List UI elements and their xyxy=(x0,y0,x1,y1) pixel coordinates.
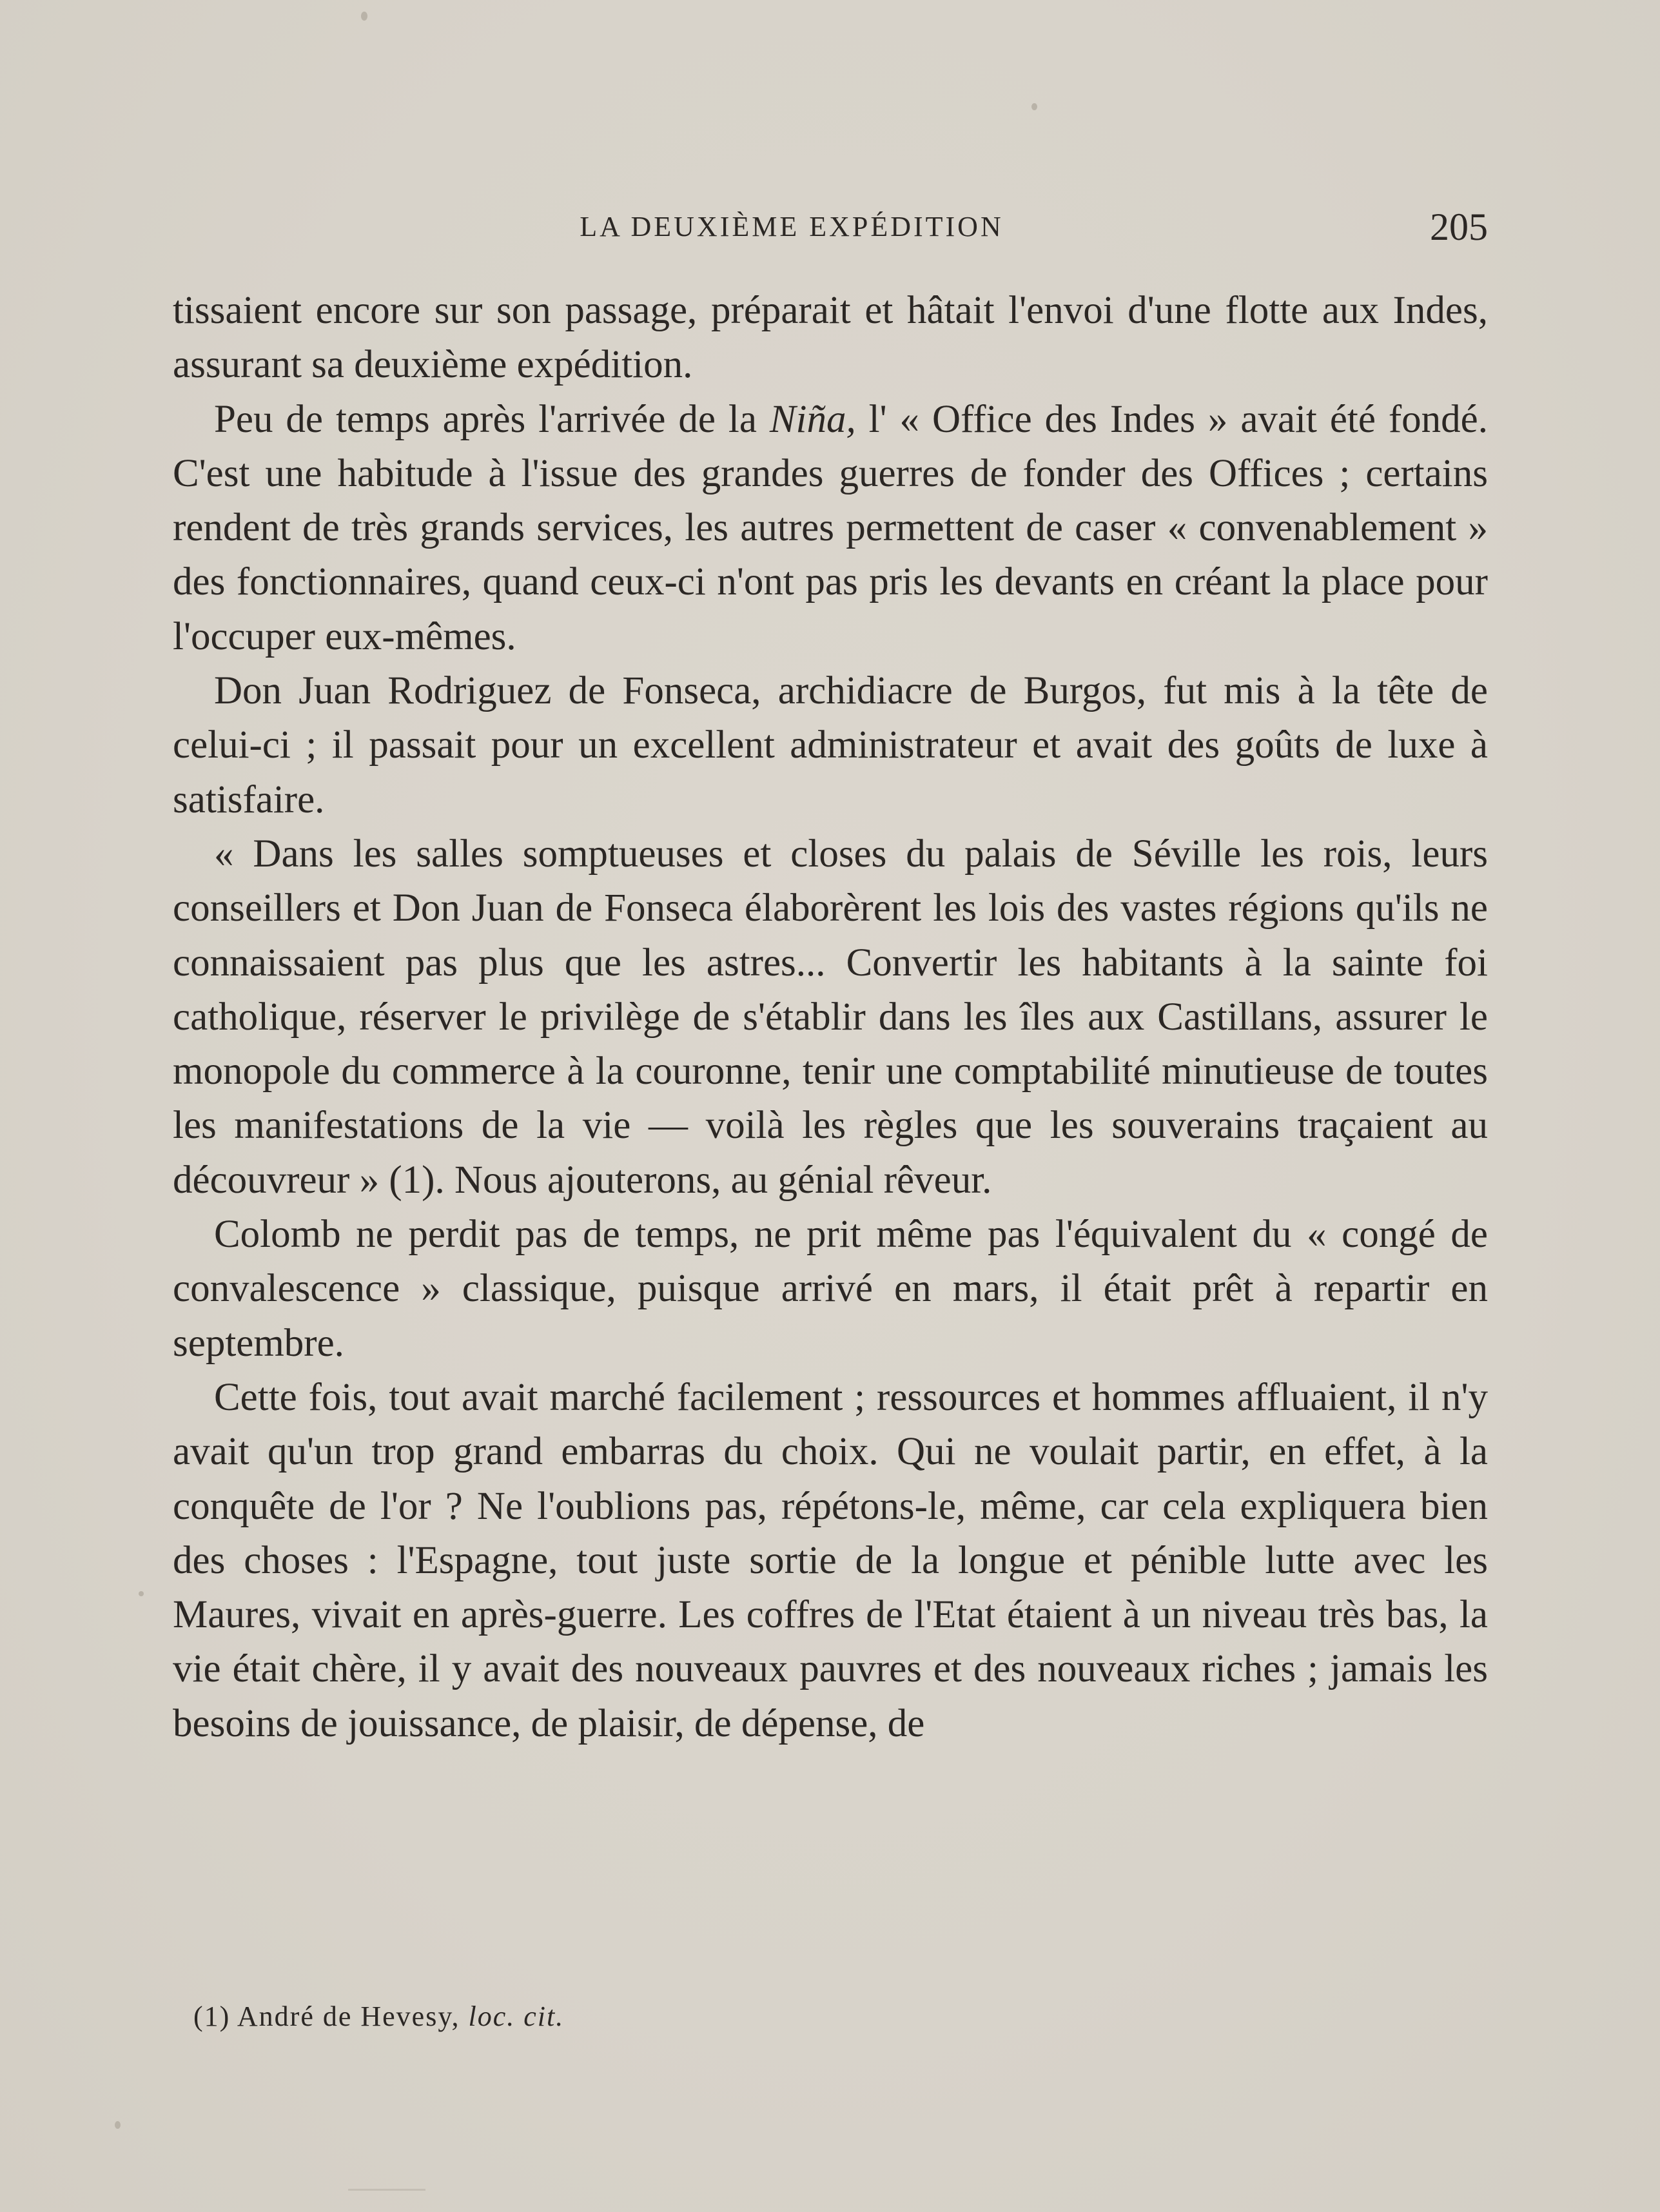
paragraph xyxy=(173,393,1488,664)
paper-speck xyxy=(361,12,367,21)
paper-mark xyxy=(348,2189,425,2191)
paragraph xyxy=(173,1208,1488,1371)
paragraph-text: Colomb ne perdit pas de temps, ne prit même pas l'équivalent du « congé de convalescence » classique, puisque arrivé en mars, il était prêt à repartir en septembre. xyxy=(173,1213,1488,1365)
body-text xyxy=(173,284,1488,1751)
footnote xyxy=(193,2000,564,2033)
paragraph-text: tissaient encore sur son passage, préparait et hâtait l'envoi d'une flotte aux Indes, assurant sa deuxième expédition. xyxy=(173,289,1488,387)
paragraph-text: l' « Office des Indes » avait été fondé. C'est une habitude à l'issue des grandes guerres de fonder des Offices ; certains rendent de très grands services, les autres permettent de caser « convenablement » des fonctionnaires, quand ceux-ci n'ont pas pris les devants en créant la place pour l'occuper eux-mêmes. xyxy=(173,397,1488,658)
paragraph-text: Cette fois, tout avait marché facilement ; ressources et hommes affluaient, il n'y avait qu'un trop grand embarras du choix. Qui ne voulait partir, en effet, à la conquête de l'or ? Ne l'oublions pas, répétons-le, même, car cela expliquera bien des choses : l'Espagne, tout juste sortie de la longue et pénible lutte avec les Maures, vivait en après-guerre. Les coffres de l'Etat étaient à un niveau très bas, la vie était chère, il y avait des nouveaux pauvres et des nouveaux riches ; jamais les besoins de jouissance, de plaisir, de dépense, de xyxy=(173,1375,1488,1745)
italic-text: Niña, xyxy=(769,397,856,441)
paper-speck xyxy=(1031,103,1037,110)
paper-speck xyxy=(139,1591,144,1596)
page-number: 205 xyxy=(1430,206,1488,248)
paragraph xyxy=(173,284,1488,393)
running-title: LA DEUXIÈME EXPÉDITION xyxy=(580,211,1004,242)
running-head xyxy=(173,205,1488,250)
paragraph xyxy=(173,664,1488,827)
footnote-reference: loc. cit. xyxy=(468,2001,565,2032)
paragraph-text: « Dans les salles somptueuses et closes du palais de Séville les rois, leurs conseillers et Don Juan de Fonseca élaborèrent les lois des vastes régions qu'ils ne connaissaient pas plus que les astres... Convertir les habitants à la sainte foi catholique, réserver le privilège de s'établir dans les îles aux Castillans, assurer le monopole du commerce à la couronne, tenir une comptabilité minutieuse de toutes les manifestations de la vie — voilà les règles que les souverains traçaient au découvreur » (1). Nous ajouterons, au génial rêveur. xyxy=(173,832,1488,1202)
paragraph xyxy=(173,1371,1488,1751)
footnote-author: André de Hevesy, xyxy=(237,2001,460,2032)
paragraph-text: Peu de temps après l'arrivée de la xyxy=(214,397,770,441)
paper-speck xyxy=(115,2121,121,2129)
paragraph-text: Don Juan Rodriguez de Fonseca, archidiacre de Burgos, fut mis à la tête de celui-ci ; il passait pour un excellent administrateur et avait des goûts de luxe à satisfaire. xyxy=(173,669,1488,821)
footnote-marker: (1) xyxy=(193,2001,231,2032)
paragraph xyxy=(173,827,1488,1208)
